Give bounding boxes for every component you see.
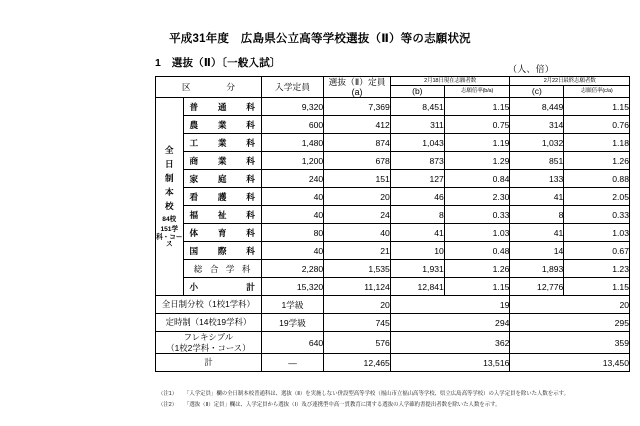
header-selection-quota-label: 選抜（Ⅱ）定員 (328, 77, 386, 87)
cell-selection-quota: 24 (324, 206, 391, 224)
header-feb18-count: (b) (390, 85, 444, 98)
row-label-char-mid: 庭 (217, 173, 227, 184)
cell-feb22-ratio: 0.88 (564, 170, 630, 188)
cell-feb22-count: 1,032 (510, 134, 564, 152)
footnote-2 (158, 402, 628, 410)
cell-feb22-count: 8 (510, 206, 564, 224)
table-row (156, 98, 630, 116)
cell-feb22-count: 359 (510, 332, 630, 354)
cell-feb22-ratio: 1.18 (564, 134, 630, 152)
group-label-zennichisei (156, 98, 184, 296)
row-label-sogogakka (183, 260, 261, 278)
cell-feb22-ratio: 2.05 (564, 188, 630, 206)
section-heading: 1 選抜（Ⅱ）〔一般入試〕 (155, 57, 281, 69)
cell-feb22-ratio: 1.26 (564, 152, 630, 170)
cell-feb18-ratio: 0.48 (444, 242, 510, 260)
row-label-char-right: 科 (246, 155, 255, 166)
row-label-kogyoka (183, 134, 261, 152)
group-label-char-1: 日 (164, 159, 174, 170)
footnote-1-text: 「入学定員」欄の全日制本校普通科は、選抜（Ⅱ）を実施しない併設型高等学校（福山市立福山高等学校、県立広島高等学校）の入学定員を除いた人数を示す。 (184, 391, 569, 397)
cell-feb18-count: 1,931 (390, 260, 444, 278)
cell-feb18-count: 294 (390, 314, 510, 332)
statistics-table-wrapper (155, 76, 630, 372)
unit-note: （人、倍） (508, 64, 555, 74)
cell-selection-quota: 11,124 (324, 278, 391, 296)
table-row-total (156, 354, 630, 372)
row-label-char-right: 科 (246, 101, 255, 112)
cell-selection-quota: 678 (324, 152, 391, 170)
footnote-2-text: 「選抜（Ⅱ）定員」欄は、入学定員から選抜（Ⅰ）及び連携型中高一貫教育に関する選抜の入学確約書提出者数を除いた人数を示す。 (184, 401, 501, 408)
cell-feb22-count: 41 (510, 224, 564, 242)
cell-selection-quota: 874 (324, 134, 391, 152)
cell-feb18-ratio: 0.33 (444, 206, 510, 224)
row-label-line1: フレキシブル (183, 332, 234, 343)
row-label-char-right: 科 (246, 245, 255, 256)
header-selection-quota (324, 77, 391, 98)
row-label-char-left: 工 (189, 137, 199, 148)
row-label-line2: （1校2学科・コース） (166, 342, 251, 353)
row-label-zennichisei-bunko: 全日制分校（1校1学科） (156, 296, 262, 314)
row-label-char-right: 科 (246, 227, 255, 238)
group-label-char-4: 校 (164, 201, 174, 212)
row-label-fukushika (183, 206, 261, 224)
row-label-char-mid: 祉 (217, 209, 227, 220)
group-label-char-0: 全 (164, 145, 174, 156)
row-label-char-right: 科 (246, 209, 255, 220)
cell-selection-quota: 576 (324, 332, 391, 354)
row-label-char-left: 看 (189, 191, 199, 202)
cell-feb22-ratio: 0.33 (564, 206, 630, 224)
cell-admission-quota: 640 (261, 332, 323, 354)
cell-feb22-count: 14 (510, 242, 564, 260)
row-label-char-mid: 業 (217, 137, 227, 148)
table-row (156, 332, 630, 354)
cell-feb18-count: 127 (390, 170, 444, 188)
cell-feb22-count: 12,776 (510, 278, 564, 296)
row-label-kateika (183, 170, 261, 188)
group-label-departments: 151学科・コース (156, 225, 183, 249)
row-label-teijisei: 定時制（14校19学科） (156, 314, 262, 332)
header-kubun: 区 分 (156, 77, 262, 98)
cell-feb22-count: 13,450 (510, 354, 630, 372)
row-label-subtotal (183, 278, 261, 296)
cell-admission-quota: 1,480 (261, 134, 323, 152)
table-row (156, 170, 630, 188)
table-header (156, 77, 630, 98)
cell-admission-quota: 40 (261, 206, 323, 224)
cell-feb22-count: 295 (510, 314, 630, 332)
cell-feb22-ratio: 0.67 (564, 242, 630, 260)
cell-feb22-count: 314 (510, 116, 564, 134)
cell-selection-quota: 151 (324, 170, 391, 188)
cell-admission-quota: ― (261, 354, 323, 372)
row-label-char-left: 商 (189, 155, 199, 166)
row-label-taiikuka (183, 224, 261, 242)
cell-feb18-count: 46 (390, 188, 444, 206)
footnote-1 (158, 391, 628, 399)
row-label-text: 総 合 学 科 (193, 263, 253, 274)
table-body (156, 98, 630, 372)
table-row (156, 314, 630, 332)
group-label-schools: 84校 (162, 215, 177, 223)
row-label-char-right: 科 (246, 173, 255, 184)
footnotes (158, 391, 628, 413)
row-label-char-mid: 通 (217, 101, 227, 112)
cell-admission-quota: 600 (261, 116, 323, 134)
cell-feb18-count: 1,043 (390, 134, 444, 152)
cell-feb22-ratio: 1.15 (564, 278, 630, 296)
row-label-shogyoka (183, 152, 261, 170)
cell-feb18-ratio: 1.03 (444, 224, 510, 242)
cell-feb22-count: 41 (510, 188, 564, 206)
cell-selection-quota: 745 (324, 314, 391, 332)
table-row (156, 188, 630, 206)
row-label-futsuka (183, 98, 261, 116)
header-admission-quota: 入学定員 (261, 77, 323, 98)
cell-feb22-ratio: 0.76 (564, 116, 630, 134)
cell-selection-quota: 1,535 (324, 260, 391, 278)
table-row-subtotal (156, 278, 630, 296)
cell-feb18-ratio: 0.75 (444, 116, 510, 134)
cell-admission-quota: 2,280 (261, 260, 323, 278)
table-row (156, 296, 630, 314)
header-feb22: 2月22日最終志願者数 (510, 77, 630, 86)
cell-selection-quota: 7,369 (324, 98, 391, 116)
table-row (156, 260, 630, 278)
cell-feb22-ratio: 1.15 (564, 98, 630, 116)
row-label-flexible (156, 332, 262, 354)
row-label-char-left: 小 (189, 281, 199, 292)
row-label-total: 計 (156, 354, 262, 372)
footnote-1-tag: （注1） (158, 391, 178, 397)
cell-feb22-ratio: 1.23 (564, 260, 630, 278)
row-label-kangoka (183, 188, 261, 206)
cell-feb18-count: 19 (390, 296, 510, 314)
header-feb18: 2月18日現在志願者数 (390, 77, 510, 86)
cell-feb18-count: 311 (390, 116, 444, 134)
cell-feb18-count: 13,516 (390, 354, 510, 372)
row-label-char-right: 科 (246, 191, 255, 202)
statistics-table (155, 76, 630, 372)
table-row (156, 224, 630, 242)
header-feb22-ratio: 志願倍率(c/a) (564, 85, 630, 98)
row-label-char-left: 国 (189, 245, 199, 256)
cell-selection-quota: 12,465 (324, 354, 391, 372)
cell-feb18-count: 41 (390, 224, 444, 242)
cell-feb22-count: 133 (510, 170, 564, 188)
cell-admission-quota: 1学級 (261, 296, 323, 314)
row-label-char-mid: 護 (217, 191, 227, 202)
row-label-char-right: 科 (246, 137, 255, 148)
row-label-char-right: 科 (246, 119, 255, 130)
cell-admission-quota: 40 (261, 188, 323, 206)
row-label-char-left: 農 (189, 119, 199, 130)
row-label-char-mid: 業 (217, 155, 227, 166)
cell-selection-quota: 20 (324, 296, 391, 314)
row-label-char-left: 家 (189, 173, 199, 184)
row-label-kokusaika (183, 242, 261, 260)
cell-admission-quota: 19学級 (261, 314, 323, 332)
cell-selection-quota: 412 (324, 116, 391, 134)
cell-selection-quota: 40 (324, 224, 391, 242)
cell-admission-quota: 15,320 (261, 278, 323, 296)
cell-feb18-ratio: 1.19 (444, 134, 510, 152)
cell-admission-quota: 40 (261, 242, 323, 260)
group-label-char-3: 本 (164, 187, 174, 198)
cell-admission-quota: 240 (261, 170, 323, 188)
table-row (156, 116, 630, 134)
header-feb18-ratio: 志願倍率(b/a) (444, 85, 510, 98)
cell-selection-quota: 20 (324, 188, 391, 206)
cell-feb18-ratio: 1.29 (444, 152, 510, 170)
row-label-char-left: 福 (189, 209, 199, 220)
cell-feb18-count: 873 (390, 152, 444, 170)
cell-feb18-count: 362 (390, 332, 510, 354)
cell-feb18-ratio: 1.15 (444, 278, 510, 296)
cell-feb18-ratio: 1.26 (444, 260, 510, 278)
row-label-nogyoka (183, 116, 261, 134)
cell-feb18-count: 12,841 (390, 278, 444, 296)
header-selection-quota-sub: (a) (351, 87, 363, 98)
cell-feb18-count: 8,451 (390, 98, 444, 116)
table-row (156, 242, 630, 260)
table-row (156, 152, 630, 170)
cell-feb18-ratio: 1.15 (444, 98, 510, 116)
cell-feb22-count: 20 (510, 296, 630, 314)
cell-feb22-count: 1,893 (510, 260, 564, 278)
cell-feb18-count: 8 (390, 206, 444, 224)
row-label-char-left: 体 (189, 227, 199, 238)
cell-admission-quota: 80 (261, 224, 323, 242)
row-label-char-left: 普 (189, 101, 199, 112)
row-label-char-mid: 際 (217, 245, 227, 256)
cell-feb18-ratio: 2.30 (444, 188, 510, 206)
row-label-char-right: 計 (246, 281, 255, 292)
header-feb22-count: (c) (510, 85, 564, 98)
group-label-char-2: 制 (164, 173, 174, 184)
cell-feb22-count: 8,449 (510, 98, 564, 116)
cell-admission-quota: 9,320 (261, 98, 323, 116)
row-label-char-mid: 業 (217, 119, 227, 130)
cell-feb18-ratio: 0.84 (444, 170, 510, 188)
page-title: 平成31年度 広島県公立高等学校選抜（Ⅱ）等の志願状況 (169, 33, 471, 45)
table-row (156, 206, 630, 224)
table-row (156, 134, 630, 152)
cell-feb18-count: 10 (390, 242, 444, 260)
cell-feb22-count: 851 (510, 152, 564, 170)
cell-selection-quota: 21 (324, 242, 391, 260)
footnote-2-tag: （注2） (158, 401, 178, 408)
row-label-char-mid: 育 (217, 227, 227, 238)
cell-admission-quota: 1,200 (261, 152, 323, 170)
cell-feb22-ratio: 1.03 (564, 224, 630, 242)
